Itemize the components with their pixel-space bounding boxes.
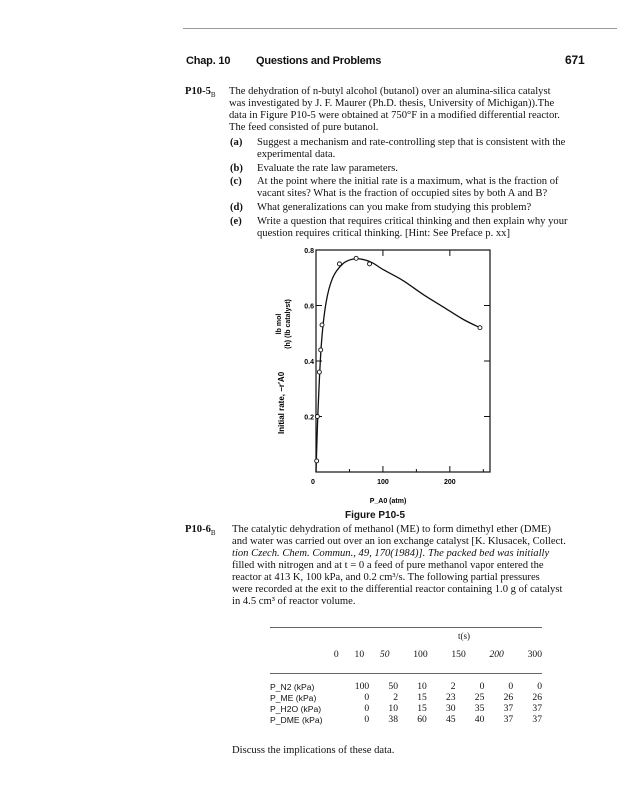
- table-cell: 35: [474, 703, 485, 714]
- fit-curve: [316, 259, 480, 472]
- problem-id-p10-5: [185, 86, 216, 99]
- text-line: in 4.5 cm³ of reactor volume.: [232, 596, 356, 607]
- table-cell: 0: [364, 692, 370, 703]
- time-value: 300: [527, 649, 542, 660]
- table-cell: 37: [532, 703, 542, 714]
- section-title: Questions and Problems: [256, 55, 382, 67]
- table-row: [270, 681, 542, 692]
- table-row: [270, 703, 542, 714]
- y-tick-label: 0.6: [304, 303, 314, 311]
- table-row: [270, 714, 542, 725]
- data-point: [320, 323, 324, 327]
- y-tick-label: 0.8: [304, 248, 314, 255]
- text-line: filled with nitrogen and at t = 0 a feed of pure methanol vapor entered the: [232, 560, 544, 571]
- item-label: (a): [230, 137, 243, 148]
- figure-p10-5-chart: [270, 240, 530, 510]
- fit-curve-layer: [316, 259, 480, 472]
- table-time-header-row: [270, 630, 542, 641]
- y-axis-unit: [276, 299, 292, 349]
- time-header: t(s): [458, 630, 470, 641]
- partial-pressure-table: [270, 630, 542, 670]
- y-tick-label: 0.2: [304, 414, 314, 422]
- time-value: 200: [489, 649, 504, 660]
- page-number: 671: [565, 53, 585, 67]
- text-line: was investigated by J. F. Maurer (Ph.D. thesis, University of Michigan)).The: [229, 98, 555, 109]
- y-axis-unit-numerator: lb mol: [276, 313, 283, 335]
- data-point: [478, 326, 482, 330]
- table-cell: 0: [364, 703, 370, 714]
- table-cell: 38: [388, 714, 398, 725]
- text-line: and water was carried out over an ion exchange catalyst [K. Klusacek, Collect.: [232, 536, 566, 547]
- table-row: [270, 692, 542, 703]
- table-cell: 30: [445, 703, 456, 714]
- x-axis-label: P_A0 (atm): [369, 498, 407, 505]
- partial-pressure-values: [270, 681, 542, 725]
- table-cell: 15: [417, 692, 427, 703]
- item-label: (b): [230, 163, 243, 174]
- time-value: 50: [379, 649, 390, 660]
- data-points-layer: [315, 256, 482, 463]
- table-cell: 10: [388, 703, 398, 714]
- item-text: vacant sites? What is the fraction of occupied sites by both A and B?: [257, 188, 548, 199]
- axis-ticks: [304, 248, 490, 486]
- table-cell: 25: [474, 692, 485, 703]
- data-point: [354, 256, 358, 260]
- figure-caption: Figure P10-5: [345, 510, 406, 521]
- problem-id-p10-6: [185, 524, 216, 537]
- table-cell: 37: [503, 703, 514, 714]
- time-value: 0: [333, 649, 339, 660]
- table-cell: 37: [532, 714, 542, 725]
- text-line: data in Figure P10-5 were obtained at 750°F in a modified differential reactor.: [229, 110, 560, 121]
- data-point: [317, 370, 321, 374]
- table-cell: 2: [393, 692, 398, 703]
- table-cell: 23: [445, 692, 456, 703]
- table-cell: 40: [474, 714, 485, 725]
- table-cell: 37: [503, 714, 514, 725]
- table-times-row: [270, 649, 542, 660]
- row-label: P_H2O (kPa): [270, 703, 322, 714]
- y-axis-unit-denominator: (h) (lb catalyst): [285, 299, 292, 349]
- item-text: Write a question that requires critical thinking and then explain why your: [257, 216, 568, 227]
- table-cell: 10: [417, 681, 427, 692]
- data-point: [337, 262, 341, 266]
- table-cell: 60: [417, 714, 427, 725]
- row-label: P_N2 (kPa): [270, 681, 315, 692]
- header-rule: [183, 28, 617, 29]
- item-label: (e): [230, 216, 242, 227]
- table-cell: 26: [503, 692, 514, 703]
- problem-id-text: P10-6: [185, 524, 211, 535]
- problem-id-subscript: B: [210, 529, 216, 538]
- table-top-rule: [270, 627, 542, 628]
- item-text: Suggest a mechanism and rate-controlling step that is consistent with the: [257, 137, 566, 148]
- item-text: experimental data.: [257, 149, 336, 160]
- data-point: [319, 348, 323, 352]
- plot-frame: [316, 250, 490, 472]
- item-text: Evaluate the rate law parameters.: [257, 163, 398, 174]
- chapter-label: Chap. 10: [186, 55, 231, 67]
- time-value: 150: [451, 649, 466, 660]
- table-cell: 0: [364, 714, 370, 725]
- x-tick-label: 100: [377, 479, 389, 486]
- table-mid-rule: [270, 673, 542, 674]
- y-tick-label: 0.4: [304, 359, 314, 366]
- time-value: 100: [413, 649, 428, 660]
- item-text: What generalizations can you make from studying this problem?: [257, 202, 532, 213]
- item-text: At the point where the initial rate is a maximum, what is the fraction of: [257, 176, 559, 187]
- data-point: [315, 415, 319, 419]
- item-label: (d): [230, 202, 243, 213]
- y-axis-label: [277, 371, 286, 434]
- problem-id-text: P10-5: [185, 86, 211, 97]
- row-label: P_ME (kPa): [270, 692, 317, 703]
- text-line: The dehydration of n-butyl alcohol (butanol) over an alumina-silica catalyst: [229, 86, 551, 97]
- plot-border: [316, 250, 490, 472]
- table-cell: 0: [508, 681, 514, 692]
- table-cell: 100: [354, 681, 370, 692]
- table-cell: 50: [388, 681, 398, 692]
- text-line: reactor at 413 K, 100 kPa, and 0.2 cm³/s. The following partial pressures: [232, 572, 540, 583]
- table-cell: 2: [450, 681, 456, 692]
- text-line: were recorded at the exit to the differential reactor containing 1.0 g of catalyst: [232, 584, 563, 595]
- text-line: tion Czech. Chem. Commun., 49, 170(1984)]. The packed bed was initially: [232, 548, 550, 559]
- item-label: (c): [230, 176, 242, 187]
- problem-id-subscript: B: [210, 91, 216, 100]
- y-axis-label-main: Initial rate, −r′A0: [277, 371, 286, 434]
- x-tick-label: 200: [444, 479, 456, 486]
- data-point: [368, 262, 372, 266]
- closing-line: Discuss the implications of these data.: [232, 745, 395, 756]
- item-text: question requires critical thinking. [Hint: See Preface p. xx]: [257, 228, 510, 239]
- table-cell: 0: [537, 681, 542, 692]
- table-cell: 45: [445, 714, 456, 725]
- table-cell: 0: [479, 681, 485, 692]
- data-point: [315, 459, 319, 463]
- text-line: The feed consisted of pure butanol.: [229, 122, 379, 133]
- x-tick-label: 0: [311, 479, 315, 486]
- text-line: The catalytic dehydration of methanol (ME) to form dimethyl ether (DME): [232, 524, 551, 535]
- table-cell: 15: [417, 703, 427, 714]
- row-label: P_DME (kPa): [270, 714, 323, 725]
- table-cell: 26: [532, 692, 542, 703]
- time-value: 10: [354, 649, 365, 660]
